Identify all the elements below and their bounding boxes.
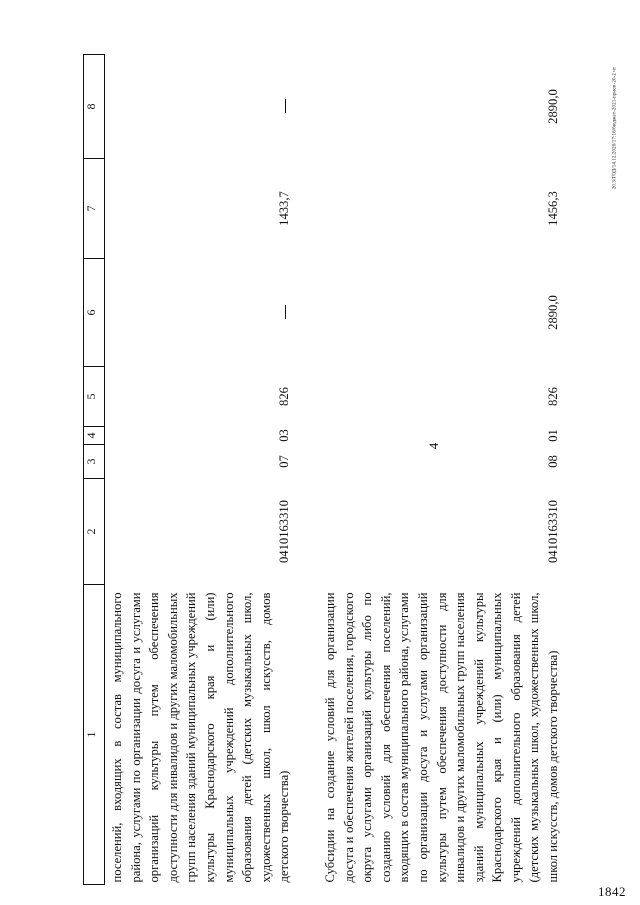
column-number: 5 (84, 367, 105, 427)
section-code: 07 (276, 455, 291, 468)
budget-table (83, 54, 569, 885)
amount-2021: 2890,0 (545, 295, 560, 330)
row-spacer (300, 55, 318, 885)
column-number: 7 (84, 159, 105, 259)
row-description: поселений, входящих в состав муниципального района, услугами по организации досуга и услугами организаций культуры путем обеспечения доступности для инвалидов и других маломобильных групп населения зданий муниципальных учреждений культуры Краснодарского края и (или) муниципальных учреждений дополнительного образования детей (детских музыкальных школ, художественных школ, школ искусств, домов детского творчества) (110, 592, 292, 883)
document-stamp: 20.3/ГОД/14.12.2020/17:16/бюджет-2021-приоп-20-2 чт (612, 66, 618, 190)
section-code: 08 (545, 455, 560, 468)
amount-2021 (105, 259, 300, 367)
subsection-code: 03 (276, 429, 291, 442)
target-article-code: 0410163310 (545, 500, 560, 563)
column-number: 8 (84, 55, 105, 159)
column-number: 1 (84, 585, 105, 885)
rotated-page-content (83, 55, 561, 885)
column-number: 6 (84, 259, 105, 367)
row-description: Субсидии на создание условий для организации досуга и обеспечения жителей поселения, городского округа услугами организаций культуры либо по созданию условий для обеспечения поселений, входящих в состав муниципального района, услугами по организации досуга и услугами организаций культуры путем обеспечения доступности для инвалидов и других маломобильных групп населения зданий муниципальных учреждений культуры Краснодарского края и (или) муниципальных учреждений дополнительного образования детей (детских музыкальных школ, художественных школ, школ искусств, домов детского творчества) (322, 592, 561, 883)
amount-2022: 1456,3 (545, 191, 560, 226)
page-number: 4 (426, 442, 441, 450)
column-number-row (84, 55, 105, 885)
amount-2023: 2890,0 (545, 89, 560, 124)
amount-2022: 1433,7 (276, 191, 291, 226)
amount-2023 (105, 55, 300, 159)
column-number: 3 (84, 445, 105, 479)
dash-mark (285, 306, 286, 320)
expense-type-code: 826 (545, 387, 560, 406)
sheet-number: 1842 (598, 884, 626, 899)
target-article-code: 0410163310 (276, 500, 291, 563)
column-number: 4 (84, 427, 105, 445)
expense-type-code: 826 (276, 387, 291, 406)
table-row (318, 55, 569, 885)
table-row (105, 55, 300, 885)
subsection-code: 01 (545, 429, 560, 442)
dash-mark (285, 100, 286, 114)
column-number: 2 (84, 479, 105, 585)
